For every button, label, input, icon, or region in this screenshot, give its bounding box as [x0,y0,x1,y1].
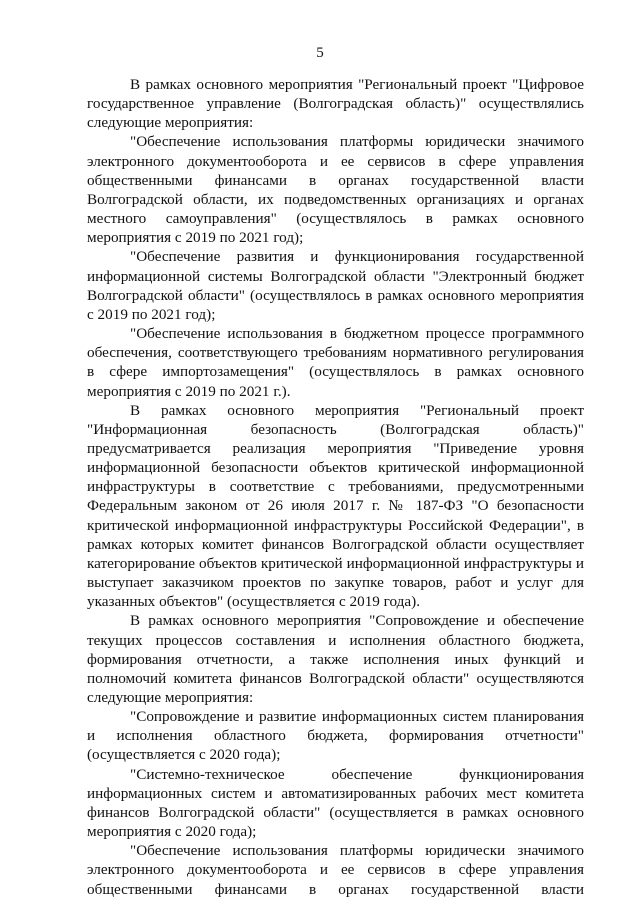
paragraph-edo-platform: "Обеспечение использования платформы юридически значимого электронного документооборота и ее сервисов в сфере управления общественными финансами в органах государственной власти Волгоградской области, их подведомственных организациях и органах местного самоуправления" (осуществлялось в рамках основного мероприятия с 2019 по 2021 год); [87,133,584,247]
paragraph-electronic-budget: "Обеспечение развития и функционирования государственной информационной системы Волгоградской области "Электронный бюджет Волгоградской области" (осуществлялось в рамках основного мероприятия с 2019 по 2021 год); [87,248,584,323]
paragraph-import-substitution: "Обеспечение использования в бюджетном процессе программного обеспечения, соответствующего требованиям нормативного регулирования в сфере импортозамещения" (осуществлялось в рамках основного мероприятия с 2019 по 2021 г.). [87,325,584,400]
document-body [87,75,584,899]
paragraph-planning-systems: "Сопровождение и развитие информационных систем планирования и исполнения областного бюджета, формирования отчетности" (осуществляется с 2020 года); [87,708,584,764]
paragraph-budget-support-intro: В рамках основного мероприятия "Сопровождение и обеспечение текущих процессов составления и исполнения областного бюджета, формирования отчетности, а также исполнения иных функций и полномочий комитета финансов Волгоградской области" осуществляются следующие мероприятия: [87,612,584,706]
page-number: 5 [316,45,324,61]
paragraph-information-security: В рамках основного мероприятия "Региональный проект "Информационная безопасность (Волгоградская область)" предусматривается реализация мероприятия "Приведение уровня информационной безопасности объектов критической информационной инфраструктуры в соответствие с требованиями, предусмотренными Федеральным законом от 26 июля 2017 г. № 187-ФЗ "О безопасности критической информационной инфраструктуры Российской Федерации", в рамках которых комитет финансов Волгоградской области осуществляет категорирование объектов критической информационной инфраструктуры и выступает заказчиком проектов по закупке товаров, работ и услуг для указанных объектов" (осуществляется с 2019 года). [87,401,584,611]
paragraph-technical-support: "Системно-техническое обеспечение функционирования информационных систем и автоматизированных рабочих мест комитета финансов Волгоградской области" (осуществляется в рамках основного мероприятия с 2020 года); [87,765,584,841]
paragraph-digital-governance-intro: В рамках основного мероприятия "Региональный проект "Цифровое государственное управление (Волгоградская область)" осуществлялись следующие мероприятия: [87,76,584,132]
paragraph-edo-platform-continued: "Обеспечение использования платформы юридически значимого электронного документооборота и ее сервисов в сфере управления общественными финансами в органах государственной власти [87,842,584,898]
